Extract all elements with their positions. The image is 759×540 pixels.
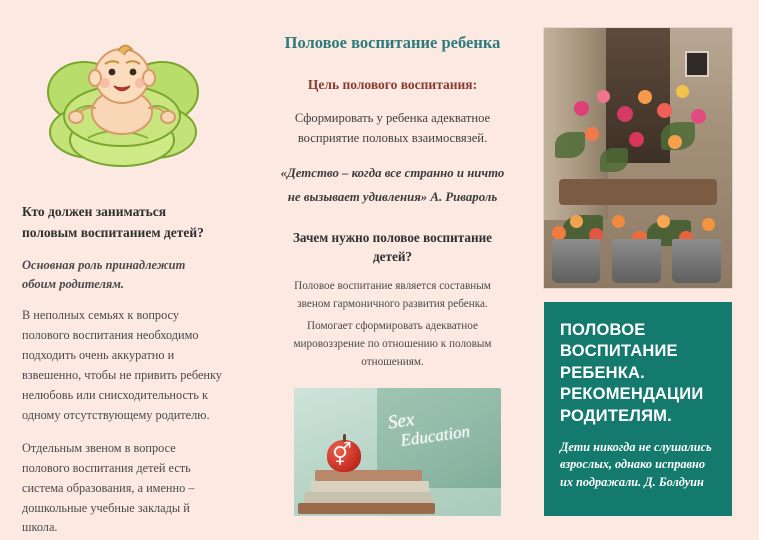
flower-2 (597, 90, 610, 103)
why-answer-1: Половое воспитание является составным звеном гармоничного развития ребенка. (294, 279, 491, 310)
goal-subtitle: Цель полового воспитания: (307, 77, 478, 93)
goal-text: Сформировать у ребенка адекватное восприятие половых взаимосвязей. (294, 111, 491, 145)
foliage-3 (600, 148, 628, 172)
flower-16 (657, 215, 670, 228)
highlight-box-title: ПОЛОВОЕ ВОСПИТАНИЕ РЕБЕНКА. РЕКОМЕНДАЦИИ РОДИТЕЛЯМ. (560, 321, 704, 425)
chalk-line-1: Sex (386, 409, 416, 435)
flower-1 (574, 101, 589, 116)
book-2 (304, 492, 432, 503)
quote-rivarol: «Детство – когда все странно и ничто не вызывает удивления» А. Ривароль (280, 166, 505, 204)
left-column (22, 20, 222, 538)
highlight-box (544, 302, 732, 516)
gender-symbols-icon: ⚥ (332, 442, 352, 467)
flower-bucket-2 (612, 239, 661, 283)
flower-bucket-3 (672, 239, 721, 283)
left-paragraph-2: Отдельным звеном в вопросе полового воспитания детей есть система образования, а именно – дошкольные учебные заклады й школа. (22, 440, 195, 535)
baby-in-cabbage-illustration (22, 20, 222, 180)
middle-column (280, 32, 505, 371)
photo-display-table (559, 179, 717, 205)
apple-books-chalkboard-photo (294, 388, 501, 516)
flower-9 (629, 132, 644, 147)
flower-7 (691, 109, 706, 124)
flower-shop-photo (544, 28, 732, 288)
flower-18 (702, 218, 715, 231)
left-lead-text: Основная роль принадлежит обоим родителям. (22, 257, 186, 291)
flower-6 (676, 85, 689, 98)
stack-of-books (294, 442, 501, 516)
book-1 (298, 503, 435, 514)
why-answer-2: Помогает сформировать адекватное мировоззрение по отношению к половым отношениям. (293, 319, 492, 368)
page-title: Половое воспитание ребенка (284, 33, 501, 52)
book-3 (311, 481, 429, 492)
highlight-box-quote: Дети никогда не слушались взрослых, однако исправно их подражали. Д. Болдуин (560, 439, 712, 490)
left-heading: Кто должен заниматься половым воспитанием детей? (22, 204, 204, 240)
left-paragraph-1: В неполных семьях к вопросу полового воспитания необходимо подходить очень аккуратно и взвешенно, чтобы не привить ребенку нелюбовь или снисходительность к одному отсутствующему родителю. (22, 308, 222, 422)
flower-11 (552, 226, 566, 240)
photo-shop-sign (685, 51, 709, 77)
flower-10 (668, 135, 682, 149)
why-question: Зачем нужно половое воспитание детей? (292, 229, 493, 264)
chalk-line-2: Education (399, 421, 472, 451)
flower-bucket-1 (552, 239, 601, 283)
flower-14 (612, 215, 625, 228)
